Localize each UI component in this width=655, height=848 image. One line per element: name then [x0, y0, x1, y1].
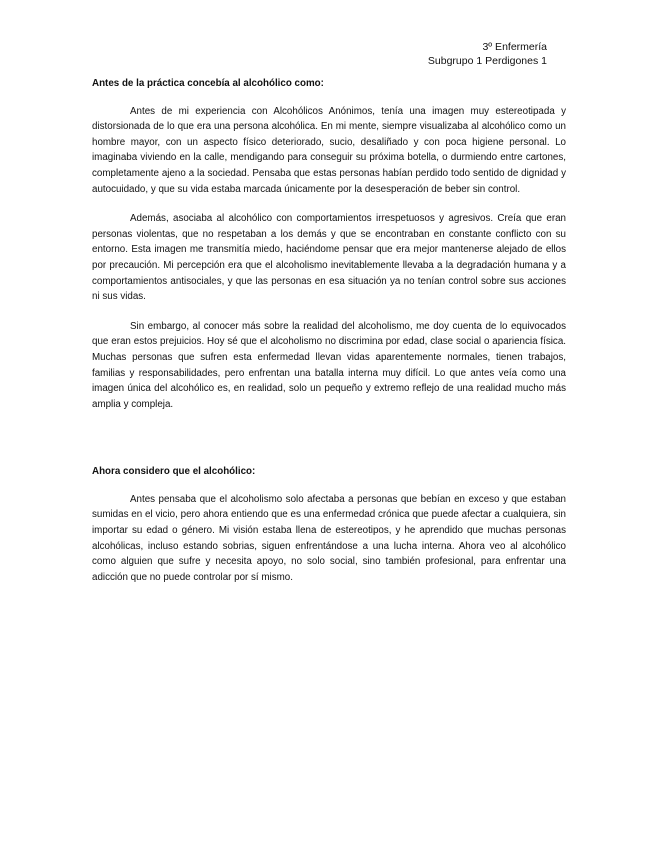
- document-body: [92, 76, 566, 599]
- section-now-heading: Ahora considero que el alcohólico:: [92, 466, 256, 478]
- header-group: Subgrupo 1 Perdigones 1: [427, 55, 547, 67]
- paragraph: Antes de mi experiencia con Alcohólicos Anónimos, tenía una imagen muy estereotipada y distorsionada de lo que era una persona alcohólica. En mi mente, siempre visualizaba al alcohólico como un hombre mayor, con un aspecto físico deteriorado, sucio, desaliñado y con poca higiene personal. Lo imaginaba viviendo en la calle, mendigando para conseguir su próxima botella, o durmiendo entre cartones, completamente ajeno a la sociedad. Pensaba que estas personas habían perdido todo sentido de dignidad y autocuidado, y que su vida estaba marcada únicamente por la desesperación de beber sin control.: [92, 105, 566, 195]
- paragraph: Antes pensaba que el alcoholismo solo afectaba a personas que bebían en exceso y que estaban sumidas en el vicio, pero ahora entiendo que es una enfermedad crónica que puede afectar a cualquiera, sin importar su edad o género. Mi visión estaba llena de estereotipos, y he aprendido que muchas personas alcohólicas, incluso estando sobrias, siguen enfrentándose a una lucha interna. Ahora veo al alcohólico como alguien que sufre y necesita apoyo, no solo social, sino también profesional, para enfrentar una adicción que no puede controlar por sí mismo.: [92, 493, 566, 583]
- document-header: [428, 40, 547, 68]
- section-before-heading: Antes de la práctica concebía al alcohólico como:: [92, 78, 324, 89]
- paragraph: Además, asociaba al alcohólico con comportamientos irrespetuosos y agresivos. Creía que eran personas violentas, que no respetaban a los demás y que se encontraban en constante conflicto con su entorno. Esta imagen me transmitía miedo, haciéndome pensar que era mejor mantenerse alejado de ellos por precaución. Mi percepción era que el alcoholismo inevitablemente llevaba a la degradación humana y a comportamientos antisociales, y que las personas en esa situación ya no tenían control sobre sus acciones ni sus vidas.: [92, 213, 566, 303]
- section-before: [92, 76, 566, 412]
- section-now: [92, 464, 566, 585]
- paragraph: Sin embargo, al conocer más sobre la realidad del alcoholismo, me doy cuenta de lo equivocados que eran estos prejuicios. Hoy sé que el alcoholismo no discrimina por edad, clase social o apariencia física. Muchas personas que sufren esta enfermedad llevan vidas aparentemente normales, tienen trabajos, familias y responsabilidades, pero enfrentan una batalla interna muy difícil. Lo que antes veía como una imagen única del alcohólico es, en realidad, solo un pequeño y extremo reflejo de una realidad mucho más amplia y compleja.: [92, 320, 566, 410]
- header-course: 3º Enfermería: [482, 41, 547, 53]
